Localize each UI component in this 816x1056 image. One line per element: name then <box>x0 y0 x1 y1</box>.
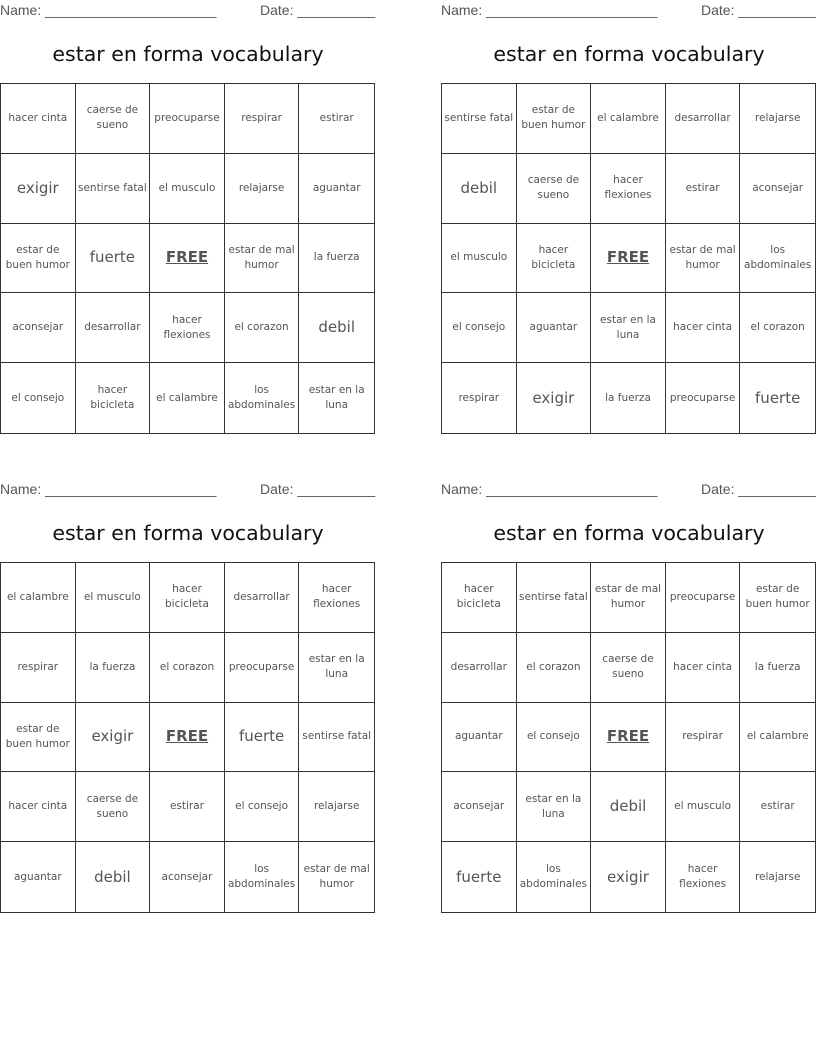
bingo-cell: respirar <box>666 703 741 773</box>
bingo-cell: exigir <box>591 842 666 912</box>
bingo-cell: exigir <box>517 363 592 433</box>
bingo-cell: desarrollar <box>442 633 517 703</box>
bingo-cell: hacer flexiones <box>150 293 225 363</box>
bingo-cell: fuerte <box>442 842 517 912</box>
bingo-cell: relajarse <box>740 84 815 154</box>
bingo-cell: desarrollar <box>76 293 151 363</box>
bingo-cell: hacer flexiones <box>591 154 666 224</box>
card-title: estar en forma vocabulary <box>493 521 765 545</box>
bingo-cell: aconsejar <box>1 293 76 363</box>
name-field: Name: ______________________ <box>0 481 217 497</box>
bingo-cell: preocuparse <box>225 633 300 703</box>
date-field: Date: __________ <box>260 2 376 18</box>
bingo-cell: hacer cinta <box>1 84 76 154</box>
bingo-cell: exigir <box>76 703 151 773</box>
bingo-cell: estirar <box>666 154 741 224</box>
bingo-cell: la fuerza <box>591 363 666 433</box>
bingo-cell: exigir <box>1 154 76 224</box>
bingo-cell: preocuparse <box>666 363 741 433</box>
bingo-grid <box>441 83 816 434</box>
name-field: Name: ______________________ <box>441 481 658 497</box>
bingo-cell: sentirse fatal <box>442 84 517 154</box>
bingo-cell: el musculo <box>442 224 517 294</box>
bingo-cell: respirar <box>442 363 517 433</box>
bingo-cell: estar en la luna <box>591 293 666 363</box>
bingo-cell: preocuparse <box>150 84 225 154</box>
bingo-cell: estar de mal humor <box>591 563 666 633</box>
bingo-cell: hacer flexiones <box>666 842 741 912</box>
bingo-cell: debil <box>76 842 151 912</box>
name-date-row <box>441 481 816 499</box>
bingo-cell: el corazon <box>225 293 300 363</box>
bingo-cell: el consejo <box>1 363 76 433</box>
bingo-grid <box>0 562 375 913</box>
bingo-cell: fuerte <box>76 224 151 294</box>
card-title: estar en forma vocabulary <box>493 42 765 66</box>
bingo-cell: estirar <box>150 772 225 842</box>
free-space-cell: FREE <box>150 224 225 294</box>
bingo-cell: estar de mal humor <box>303 863 370 891</box>
bingo-cell: el calambre <box>740 703 815 773</box>
bingo-cell: fuerte <box>225 703 300 773</box>
date-field: Date: __________ <box>701 481 816 497</box>
bingo-cell: sentirse fatal <box>517 563 592 633</box>
bingo-card <box>441 479 816 919</box>
bingo-cell: desarrollar <box>666 84 741 154</box>
card-title: estar en forma vocabulary <box>52 521 324 545</box>
name-date-row <box>0 481 376 499</box>
bingo-grid <box>441 562 816 913</box>
name-field: Name: ______________________ <box>0 2 217 18</box>
bingo-cell: hacer bicicleta <box>150 563 225 633</box>
bingo-cell: estar de buen humor <box>740 563 815 633</box>
bingo-cell: desarrollar <box>225 563 300 633</box>
bingo-cell: respirar <box>225 84 300 154</box>
bingo-cell: el consejo <box>442 293 517 363</box>
bingo-cell: estar de mal humor <box>225 224 300 294</box>
name-date-row <box>441 2 816 20</box>
bingo-cell: estirar <box>740 772 815 842</box>
bingo-cell: el musculo <box>666 772 741 842</box>
bingo-cell: caerse de sueno <box>517 154 592 224</box>
card-title: estar en forma vocabulary <box>52 42 324 66</box>
bingo-cell: la fuerza <box>76 633 151 703</box>
name-field: Name: ______________________ <box>441 2 658 18</box>
bingo-cell: hacer cinta <box>666 293 741 363</box>
date-field: Date: __________ <box>701 2 816 18</box>
bingo-cell: caerse de sueno <box>591 633 666 703</box>
date-field: Date: __________ <box>260 481 376 497</box>
bingo-cell: debil <box>299 293 374 363</box>
bingo-cell: respirar <box>1 633 76 703</box>
name-date-row <box>0 2 376 20</box>
bingo-cell: estirar <box>299 84 374 154</box>
bingo-cell: caerse de sueno <box>76 84 151 154</box>
bingo-cell: hacer cinta <box>666 633 741 703</box>
bingo-cell: debil <box>591 772 666 842</box>
bingo-cell: relajarse <box>299 772 374 842</box>
bingo-cell: el corazon <box>150 633 225 703</box>
bingo-cell: los abdominales <box>225 842 300 912</box>
bingo-cell: los abdominales <box>225 363 300 433</box>
bingo-cell: aguantar <box>1 842 76 912</box>
free-space-cell: FREE <box>591 224 666 294</box>
bingo-cell: los abdominales <box>740 224 815 294</box>
bingo-cell: estar en la luna <box>517 772 592 842</box>
bingo-cell: hacer flexiones <box>299 563 374 633</box>
bingo-cell: aguantar <box>442 703 517 773</box>
bingo-cell: aguantar <box>517 293 592 363</box>
bingo-cell: estar de mal humor <box>666 224 741 294</box>
bingo-grid <box>0 83 375 434</box>
free-space-cell: FREE <box>150 703 225 773</box>
bingo-cell: fuerte <box>755 388 801 407</box>
bingo-cell: estar en la luna <box>308 384 365 412</box>
bingo-card <box>441 0 816 440</box>
bingo-cell: el corazon <box>740 293 815 363</box>
bingo-cell: estar de buen humor <box>517 84 592 154</box>
bingo-cell: hacer bicicleta <box>442 563 517 633</box>
bingo-cell: caerse de sueno <box>76 772 151 842</box>
bingo-cell: la fuerza <box>299 224 374 294</box>
bingo-cell: el consejo <box>225 772 300 842</box>
bingo-cell: el corazon <box>517 633 592 703</box>
bingo-cell: aconsejar <box>740 154 815 224</box>
bingo-cell: debil <box>442 154 517 224</box>
bingo-cell: relajarse <box>754 870 801 883</box>
bingo-cell: aguantar <box>299 154 374 224</box>
bingo-cell: el calambre <box>591 84 666 154</box>
bingo-cell: el calambre <box>150 363 225 433</box>
bingo-cell: estar de buen humor <box>1 703 76 773</box>
bingo-cell: hacer bicicleta <box>76 363 151 433</box>
bingo-cell: el musculo <box>76 563 151 633</box>
bingo-card <box>0 479 376 919</box>
bingo-cell: hacer bicicleta <box>517 224 592 294</box>
bingo-cell: aconsejar <box>150 842 225 912</box>
bingo-cell: estar de buen humor <box>1 224 76 294</box>
bingo-cell: aconsejar <box>442 772 517 842</box>
free-space-cell: FREE <box>591 703 666 773</box>
bingo-cell: los abdominales <box>517 842 592 912</box>
bingo-cell: sentirse fatal <box>299 703 374 773</box>
bingo-cell: la fuerza <box>740 633 815 703</box>
bingo-cell: hacer cinta <box>1 772 76 842</box>
bingo-cell: sentirse fatal <box>76 154 151 224</box>
bingo-cell: el musculo <box>150 154 225 224</box>
bingo-cell: relajarse <box>225 154 300 224</box>
bingo-cell: el consejo <box>517 703 592 773</box>
bingo-cell: preocuparse <box>666 563 741 633</box>
bingo-cell: el calambre <box>1 563 76 633</box>
bingo-cell: estar en la luna <box>299 633 374 703</box>
bingo-card <box>0 0 376 440</box>
